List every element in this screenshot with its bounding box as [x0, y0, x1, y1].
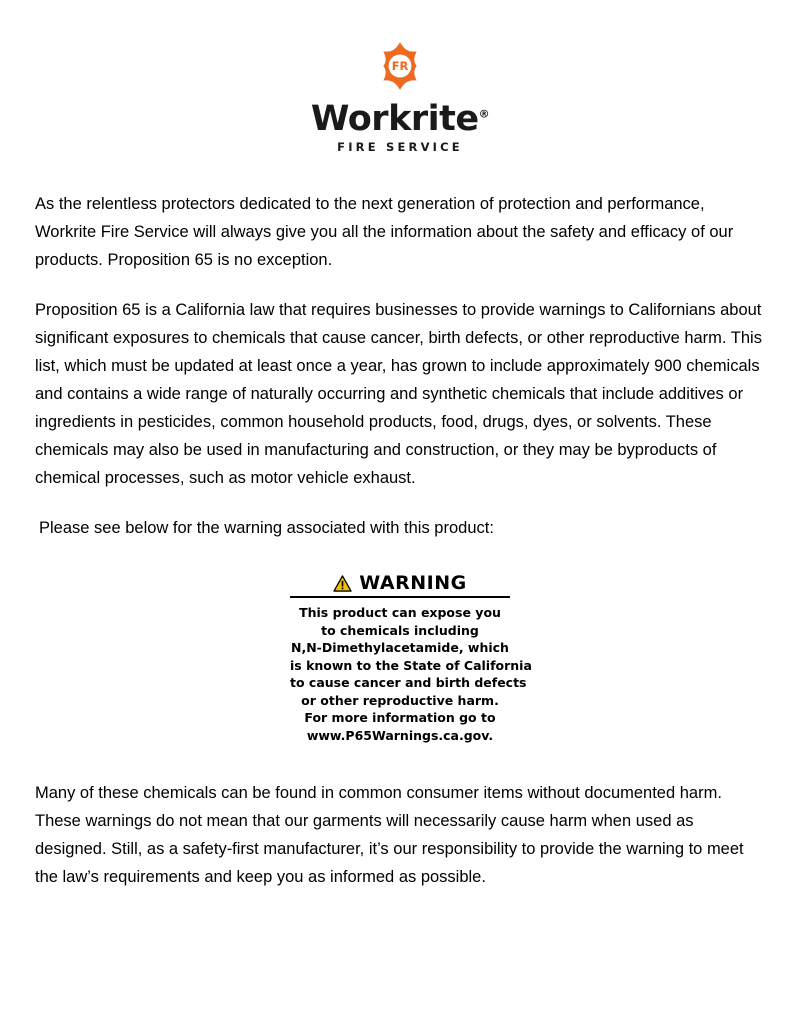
svg-text:FR: FR — [391, 59, 409, 74]
document-body — [0, 190, 800, 891]
registered-trademark-icon: ® — [478, 107, 490, 121]
brand-logo — [0, 0, 800, 154]
warning-line: is known to the State of California — [290, 657, 532, 673]
warning-line: or other reproductive harm. — [301, 692, 499, 708]
warning-heading-row — [290, 572, 510, 598]
logo-wordmark-text: Workrite — [310, 99, 479, 139]
paragraph-closing: Many of these chemicals can be found in common consumer items without documented harm. These warnings do not mean that our garments will necessarily cause harm when used as designed. Still, as a safety-first manufacturer, it’s our responsibility to provide the warning to meet the law’s requirements and keep you as informed as possible. — [35, 783, 744, 886]
warning-line: This product can expose you — [299, 605, 501, 620]
warning-line: For more information go to — [304, 710, 496, 725]
warning-label — [290, 572, 532, 744]
paragraph-see-below: Please see below for the warning associated with this product: — [39, 519, 494, 537]
warning-line: to cause cancer and birth defects — [290, 675, 527, 690]
warning-line: to chemicals including — [321, 622, 479, 638]
warning-triangle-icon — [333, 575, 352, 592]
maltese-cross-icon — [374, 40, 426, 96]
prop65-warning-block — [35, 572, 765, 745]
warning-line: N,N-Dimethylacetamide, which — [291, 640, 509, 655]
logo-wordmark — [310, 99, 490, 139]
paragraph-intro: As the relentless protectors dedicated to the next generation of protection and performance, Workrite Fire Service will always give you all the information about the safety and efficacy of our products. Proposition 65 is no exception. — [35, 195, 734, 269]
warning-body-text — [290, 598, 532, 744]
warning-url: www.P65Warnings.ca.gov. — [306, 727, 494, 743]
warning-heading-text: WARNING — [359, 572, 467, 594]
paragraph-prop65-explanation: Proposition 65 is a California law that requires businesses to provide warnings to Californians about significant exposures to chemicals that cause cancer, birth defects, or other reproductive harm. This list, which must be updated at least once a year, has grown to include approximately 900 chemicals and contains a wide range of naturally occurring and synthetic chemicals that include additives or ingredients in pesticides, common household products, food, drugs, dyes, or solvents. These chemicals may also be used in manufacturing and construction, or they may be byproducts of chemical processes, such as motor vehicle exhaust. — [35, 301, 762, 487]
logo-tagline: FIRE SERVICE — [337, 140, 463, 154]
